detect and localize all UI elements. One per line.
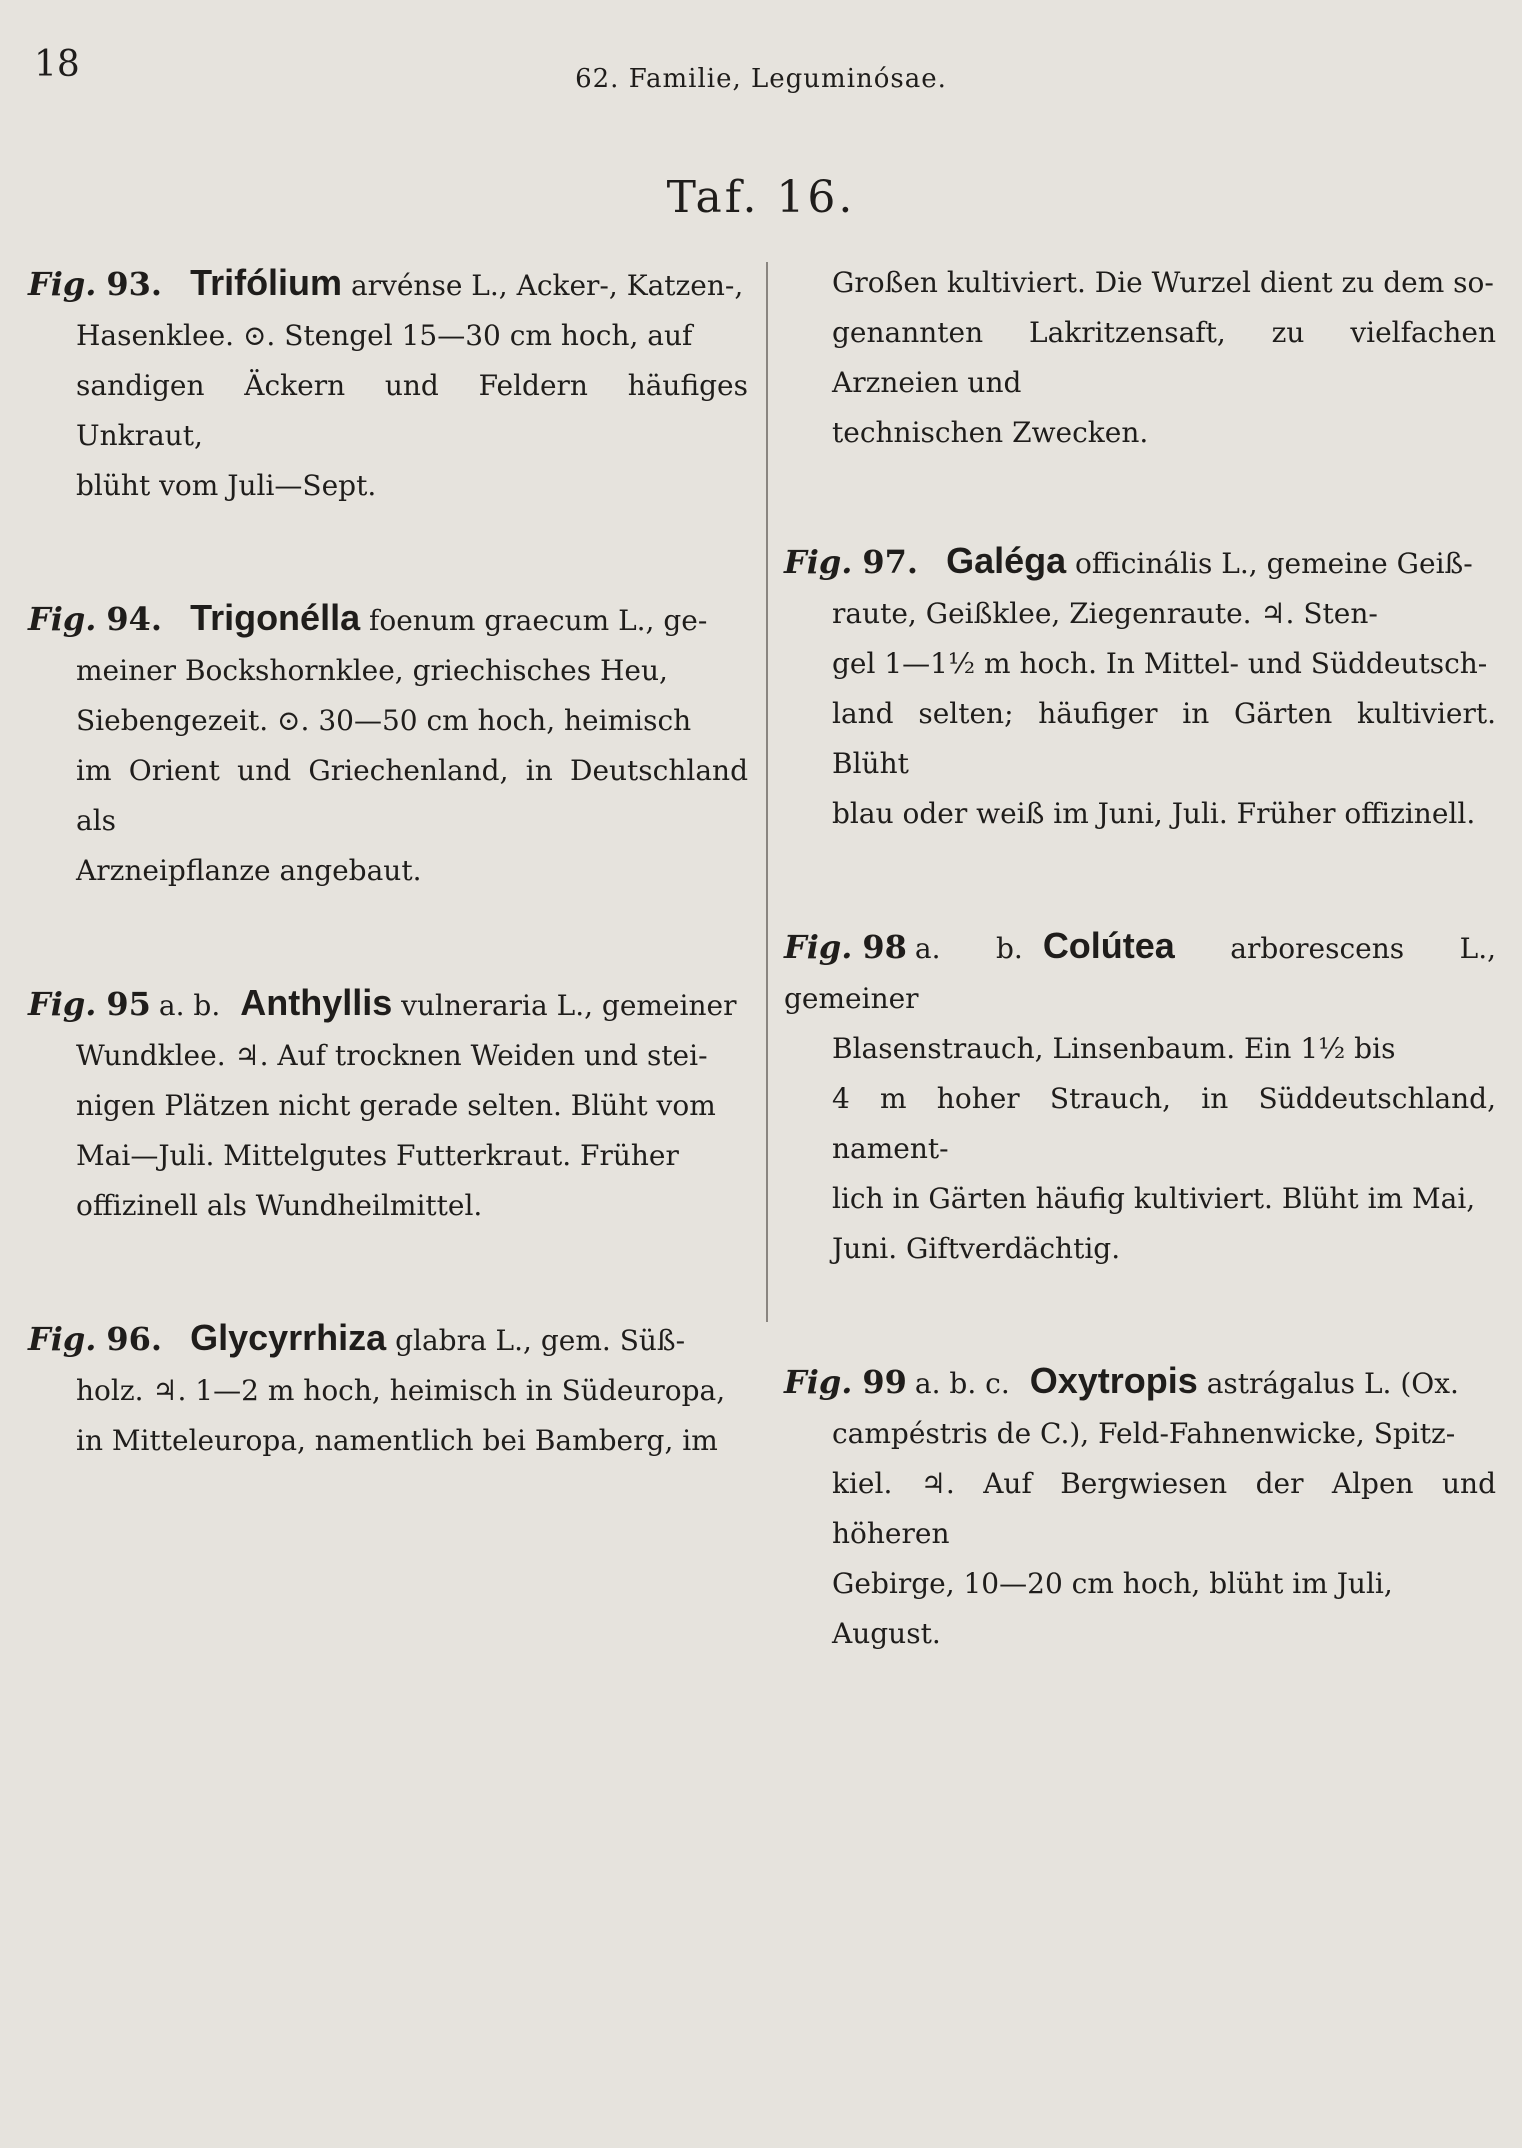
entry-text-line: genannten Lakritzensaft, zu vielfachen Arzneien und [832, 316, 1496, 399]
entry-text-line: Wundklee. ♃. Auf trocknen Weiden und stei- [76, 1039, 708, 1072]
figure-label: Fig. [784, 928, 853, 966]
entry-text-line: offizinell als Wundheilmittel. [76, 1189, 483, 1222]
entry-text-line: sandigen Äckern und Feldern häufiges Unkraut, [76, 369, 748, 452]
continued-entry [784, 258, 1496, 458]
species-entry [28, 258, 748, 511]
plate-title: Taf. 16. [666, 172, 856, 223]
genus-name: Oxytropis [1029, 1360, 1198, 1401]
figure-parts: a. b. c. [914, 1367, 1010, 1400]
figure-parts: a. b. [914, 932, 1023, 965]
entry-text-line: August. [832, 1617, 941, 1650]
figure-number: 96. [106, 1320, 163, 1358]
species-text: vulneraria L., gemeiner [401, 989, 737, 1022]
species-entry [28, 593, 748, 896]
figure-number: 95 [106, 985, 151, 1023]
entry-text-line: land selten; häufiger in Gärten kultiviert. Blüht [832, 697, 1496, 780]
entry-text-line: raute, Geißklee, Ziegenraute. ♃. Sten- [832, 597, 1378, 630]
species-entry [784, 536, 1496, 839]
genus-name: Anthyllis [240, 982, 393, 1023]
entry-text-line: Mai—Juli. Mittelgutes Futterkraut. Früher [76, 1139, 679, 1172]
species-text: arvénse L., Acker-, Katzen-, [350, 269, 744, 302]
figure-number: 98 [862, 928, 907, 966]
entry-first-line [784, 536, 1496, 589]
species-text: arborescens L., gemeiner [784, 932, 1496, 1015]
entry-text-line: blau oder weiß im Juni, Juli. Früher offizinell. [832, 797, 1476, 830]
species-text: foenum graecum L., ge- [369, 604, 708, 637]
entry-first-line [784, 1356, 1496, 1409]
figure-number: 94. [106, 600, 163, 638]
entry-text-line: Arzneipflanze angebaut. [76, 854, 422, 887]
entry-text-line: Hasenklee. ⊙. Stengel 15—30 cm hoch, auf [76, 319, 693, 352]
entry-text-line: nigen Plätzen nicht gerade selten. Blüht vom [76, 1089, 716, 1122]
species-entry [784, 921, 1496, 1274]
species-entry [28, 978, 748, 1231]
right-column [784, 258, 1496, 1741]
species-text: glabra L., gem. Süß- [395, 1324, 686, 1357]
entry-text-line: Blasenstrauch, Linsenbaum. Ein 1½ bis [832, 1032, 1396, 1065]
genus-name: Galéga [946, 540, 1067, 581]
entry-text-line: Gebirge, 10—20 cm hoch, blüht im Juli, [832, 1567, 1393, 1600]
species-text: officinális L., gemeine Geiß- [1075, 547, 1473, 580]
figure-number: 93. [106, 265, 163, 303]
entry-first-line [28, 1313, 748, 1366]
entry-text-line: in Mitteleuropa, namentlich bei Bamberg, im [76, 1424, 718, 1457]
figure-number: 97. [862, 543, 919, 581]
entry-first-line [28, 258, 748, 311]
entry-first-line [28, 978, 748, 1031]
entry-first-line [28, 593, 748, 646]
entry-text-line: kiel. ♃. Auf Bergwiesen der Alpen und höheren [832, 1467, 1496, 1550]
genus-name: Glycyrrhiza [190, 1317, 387, 1358]
entry-text-line: 4 m hoher Strauch, in Süddeutschland, nament- [832, 1082, 1496, 1165]
figure-label: Fig. [28, 1320, 97, 1358]
entry-text-line: Juni. Giftverdächtig. [832, 1232, 1121, 1265]
figure-label: Fig. [28, 265, 97, 303]
entry-text-line: campéstris de C.), Feld-Fahnenwicke, Spitz- [832, 1417, 1456, 1450]
running-head: 62. Familie, Leguminósae. [575, 64, 947, 94]
species-entry [28, 1313, 748, 1466]
genus-name: Trigonélla [190, 597, 361, 638]
figure-number: 99 [862, 1363, 907, 1401]
entry-text-line: lich in Gärten häufig kultiviert. Blüht im Mai, [832, 1182, 1476, 1215]
page-number: 18 [34, 44, 80, 85]
figure-label: Fig. [28, 600, 97, 638]
column-divider [766, 262, 768, 1322]
figure-label: Fig. [784, 1363, 853, 1401]
left-column [28, 258, 748, 1548]
entry-text-line: blüht vom Juli—Sept. [76, 469, 377, 502]
entry-text-line: gel 1—1½ m hoch. In Mittel- und Süddeutsch- [832, 647, 1488, 680]
entry-first-line [784, 921, 1496, 1024]
entry-text-line: Großen kultiviert. Die Wurzel dient zu dem so- [832, 266, 1494, 299]
figure-label: Fig. [784, 543, 853, 581]
entry-text-line: holz. ♃. 1—2 m hoch, heimisch in Südeuropa, [76, 1374, 726, 1407]
entry-text-line: technischen Zwecken. [832, 416, 1149, 449]
genus-name: Colútea [1042, 925, 1175, 966]
species-text: astrágalus L. (Ox. [1206, 1367, 1459, 1400]
genus-name: Trifólium [190, 262, 343, 303]
species-entry [784, 1356, 1496, 1659]
figure-label: Fig. [28, 985, 97, 1023]
entry-text-line: meiner Bockshornklee, griechisches Heu, [76, 654, 668, 687]
figure-parts: a. b. [158, 989, 221, 1022]
entry-text-line: Siebengezeit. ⊙. 30—50 cm hoch, heimisch [76, 704, 692, 737]
entry-text-line: im Orient und Griechenland, in Deutschland als [76, 754, 748, 837]
